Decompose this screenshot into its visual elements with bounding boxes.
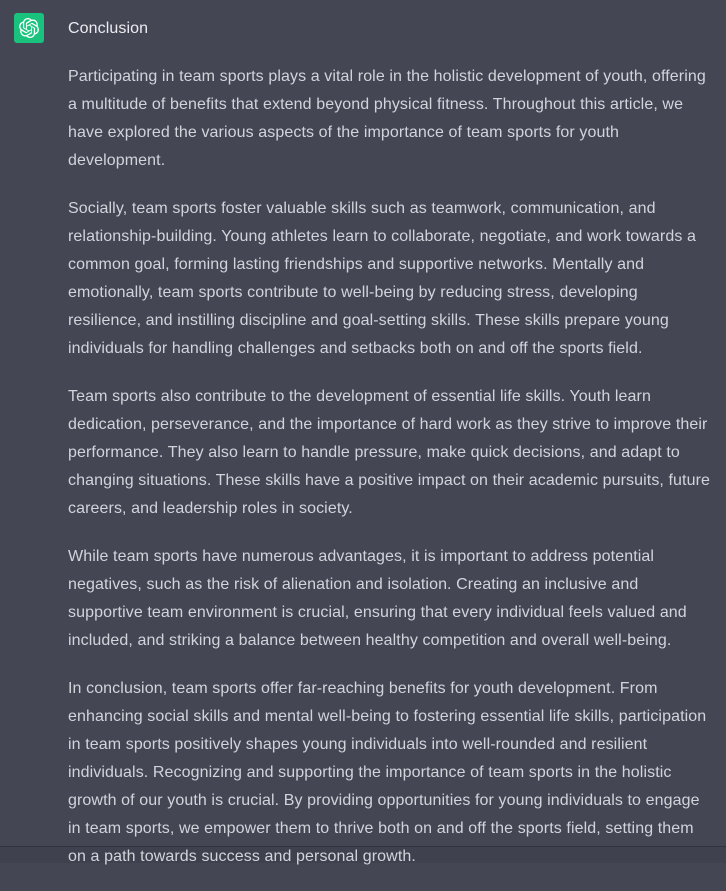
message-paragraph: In conclusion, team sports offer far-reaching benefits for youth development. From enhancing social skills and mental well-being to fostering essential life skills, participation in team sports positively shapes young individuals into well-rounded and resilient individuals. Recognizing and supporting the importance of team sports in the holistic growth of our youth is crucial. By providing opportunities for young individuals to engage in team sports, we empower them to thrive both on and off the sports field, setting them on a path towards success and personal growth. — [68, 680, 707, 865]
message-content — [68, 13, 714, 891]
openai-avatar — [14, 13, 44, 43]
message-heading: Conclusion — [68, 20, 149, 37]
message-paragraph: Socially, team sports foster valuable skills such as teamwork, communication, and relationship-building. Young athletes learn to collaborate, negotiate, and work towards a common goal, forming lasting friendships and supportive networks. Mentally and emotionally, team sports contribute to well-being by reducing stress, developing resilience, and instilling discipline and goal-setting skills. These skills prepare young individuals for handling challenges and setbacks both on and off the sports field. — [68, 200, 696, 357]
openai-logo-icon — [19, 18, 39, 38]
message-paragraph: Participating in team sports plays a vital role in the holistic development of youth, offering a multitude of benefits that extend beyond physical fitness. Throughout this article, we have explored the various aspects of the importance of team sports for youth development. — [68, 68, 706, 169]
message-paragraph: Team sports also contribute to the development of essential life skills. Youth learn dedication, perseverance, and the importance of hard work as they strive to improve their performance. They also learn to handle pressure, make quick decisions, and adapt to changing situations. These skills have a positive impact on their academic pursuits, future careers, and leadership roles in society. — [68, 388, 711, 517]
message-paragraph: While team sports have numerous advantages, it is important to address potential negatives, such as the risk of alienation and isolation. Creating an inclusive and supportive team environment is crucial, ensuring that every individual feels valued and included, and striking a balance between healthy competition and overall well-being. — [68, 548, 687, 649]
